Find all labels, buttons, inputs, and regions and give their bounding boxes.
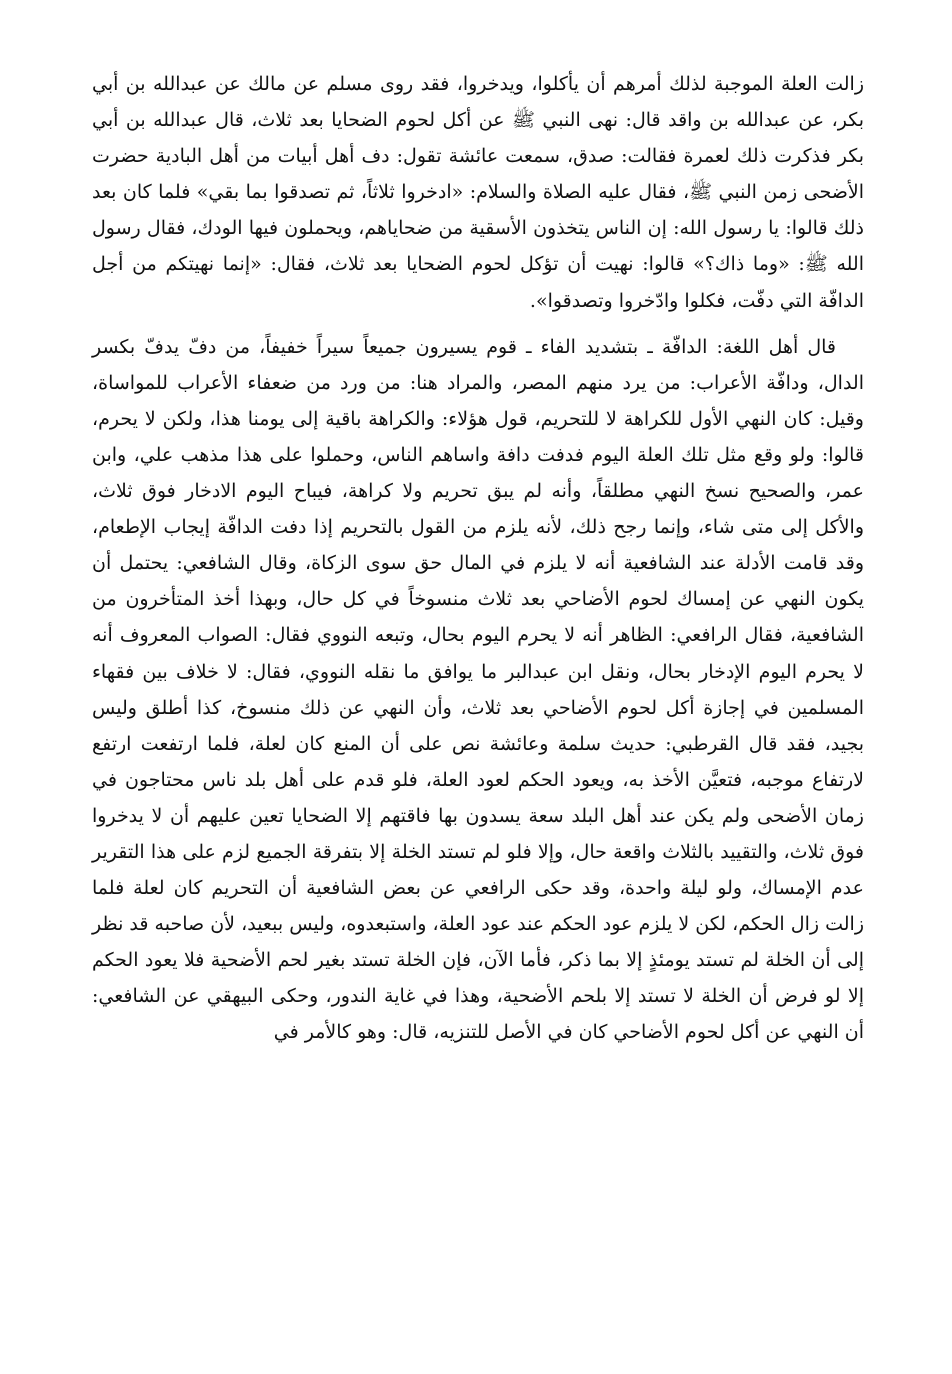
paragraph-commentary: قال أهل اللغة: الدافّة ـ بتشديد الفاء ـ قوم يسيرون جميعاً سيراً خفيفاً، من دفّ يدفّ بكسر الدال، ودافّة الأعراب: من يرد منهم المصر، والمراد هنا: من ورد من ضعفاء الأعراب للمواساة، وقيل: كان النهي الأول للكراهة لا للتحريم، قول هؤلاء: والكراهة باقية إلى يومنا هذا، ولكن لا يحرم، قالوا: ولو وقع مثل تلك العلة اليوم فدفت دافة واساهم الناس، وحملوا على هذا مذهب علي، وابن عمر، والصحيح نسخ النهي مطلقاً، وأنه لم يبق تحريم ولا كراهة، فيباح اليوم الادخار فوق ثلاث، والأكل إلى متى شاء، وإنما رجح ذلك، لأنه يلزم من القول بالتحريم إذا دفت الدافّة إيجاب الإطعام، وقد قامت الأدلة عند الشافعية أنه لا يلزم في المال حق سوى الزكاة، وقال الشافعي: يحتمل أن يكون النهي عن إمساك لحوم الأضاحي بعد ثلاث منسوخاً في كل حال، وبهذا أخذ المتأخرون من الشافعية، فقال الرافعي: الظاهر أنه لا يحرم اليوم بحال، وتبعه النووي فقال: الصواب المعروف أنه لا يحرم اليوم الإدخار بحال، ونقل ابن عبدالبر ما يوافق ما نقله النووي، فقال: لا خلاف بين فقهاء المسلمين في إجازة أكل لحوم الأضاحي بعد ثلاث، وأن النهي عن ذلك منسوخ، كذا أطلق وليس بجيد، فقد قال القرطبي: حديث سلمة وعائشة نص على أن المنع كان لعلة، فلما ارتفعت ارتفع لارتفاع موجبه، فتعيَّن الأخذ به، ويعود الحكم لعود العلة، فلو قدم على أهل بلد ناس محتاجون في زمان الأضحى ولم يكن عند أهل البلد سعة يسدون بها فاقتهم إلا الضحايا تعين عليهم أن لا يدخروا فوق ثلاث، والتقييد بالثلاث واقعة حال، وإلا فلو لم تستد الخلة إلا بتفرقة الجميع لزم على هذا التقرير عدم الإمساك، ولو ليلة واحدة، وقد حكى الرافعي عن بعض الشافعية أن التحريم كان لعلة فلما زالت زال الحكم، لكن لا يلزم عود الحكم عند عود العلة، واستبعدوه، وليس ببعيد، لأن صاحبه قد نظر إلى أن الخلة لم تستد يومئذٍ إلا بما ذكر، فأما الآن، فإن الخلة تستد بغير لحم الأضحية فلا يعود الحكم إلا لو فرض أن الخلة لا تستد إلا بلحم الأضحية، وهذا في غاية الندور، وحكى البيهقي عن الشافعي: أن النهي عن أكل لحوم الأضاحي كان في الأصل للتنزيه، قال: وهو كالأمر في [92,335,864,1044]
body-text [92,66,864,1051]
paragraph-hadith: زالت العلة الموجبة لذلك أمرهم أن يأكلوا، ويدخروا، فقد روى مسلم عن مالك عن عبدالله بن أبي بكر، عن عبدالله بن واقد قال: نهى النبي ﷺ عن أكل لحوم الضحايا بعد ثلاث، قال عبدالله بن أبي بكر فذكرت ذلك لعمرة فقالت: صدق، سمعت عائشة تقول: دف أهل أبيات من أهل البادية حضرت الأضحى زمن النبي ﷺ، فقال عليه الصلاة والسلام: «ادخروا ثلاثاً، ثم تصدقوا بما بقي» فلما كان بعد ذلك قالوا: يا رسول الله: إن الناس يتخذون الأسقية من ضحاياهم، ويحملون فيها الودك، فقال رسول الله ﷺ: «وما ذاك؟» قالوا: نهيت أن تؤكل لحوم الضحايا بعد ثلاث، فقال: «إنما نهيتكم من أجل الدافّة التي دفّت، فكلوا وادّخروا وتصدقوا». [92,73,864,312]
